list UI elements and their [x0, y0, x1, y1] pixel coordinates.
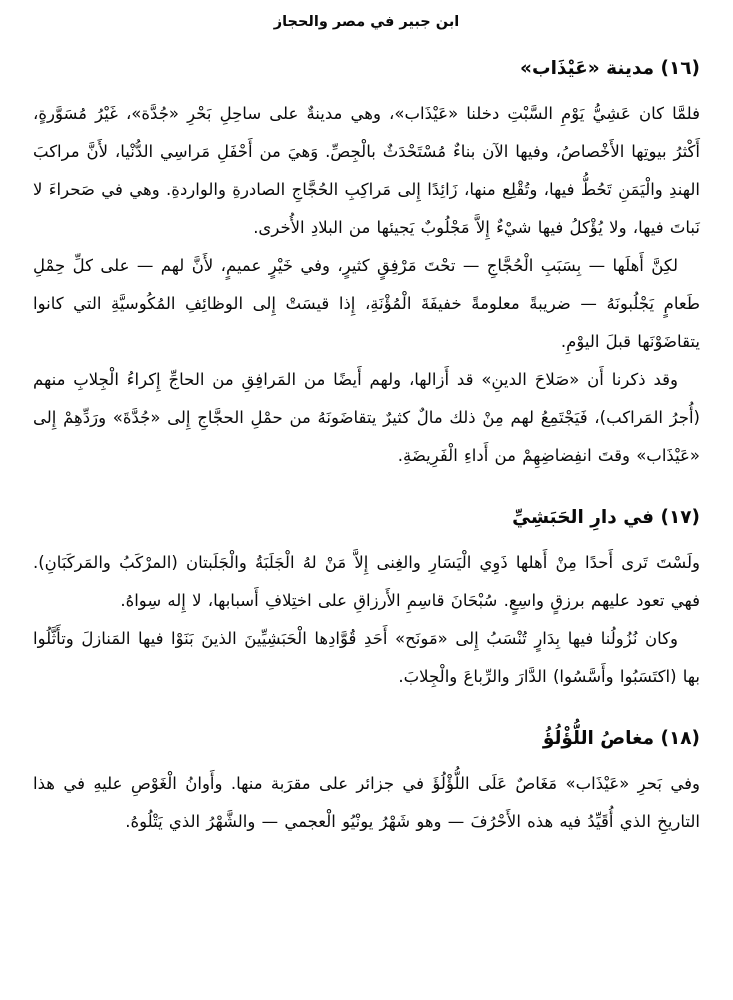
section-16-paragraph-2: لكِنَّ أَهلَها — بِسَبَبِ الْحُجَّاجِ — تحْتَ مَرْفِقٍ كثيرٍ، وفي خَيْرٍ عميمٍ، لأَنَّ لهم — على كلِّ حِمْلِ طَعامٍ يَجْلُبونَهُ — ضريبةً معلومةً خفيفَةَ الْمُؤْنَةِ، إِذا قيسَتْ إِلى الوظائِفِ المُكُوسيَّةِ التي كانوا يتقاضَوْنَها قبلَ اليوْمِ.: [33, 255, 700, 351]
section-18: [33, 726, 700, 841]
section-16-paragraph-3: وقد ذكرنا أَن «صَلاحَ الدينِ» قد أَزالها، ولهم أَيضًا من المَرافِقِ من الحاجِّ إِكراءُ الْجِلابِ منهم (أُجرُ المَراكب)، فَيَجْتَمِعُ لهم مِنْ ذلك مالٌ كثيرٌ يتقاضَونَهُ من حمْلِ الحجَّاجِ إِلى «جُدَّةَ» ورَدِّهِمْ إِلى «عَيْذَاب» وقتَ انفِضاضِهِمْ من أَداءِ الْفَرِيضَةِ.: [33, 369, 700, 465]
running-header: ابن جبير في مصر والحجاز: [273, 14, 460, 30]
section-17: [33, 505, 700, 696]
section-16-heading: (١٦) مدينة «عَيْذَاب»: [520, 58, 700, 79]
section-17-paragraph-2: وكان نُزُولُنا فيها بِدَارٍ تُنْسَبُ إِلى «مَونَح» أَحَدِ قُوَّادِها الْحَبَشِيِّينَ الذينَ بَنَوْا فيها المَنازلَ وتأَثَّلُوا بها (اكتَسَبُوا وأَسَّسُوا) الدَّارَ والرِّباعَ والْجِلابَ.: [33, 628, 700, 686]
section-18-paragraph-1: وفي بَحرِ «عَيْذَاب» مَغَاصٌ عَلَى اللُّؤْلُؤَ في جزائر على مقرَبة منها. وأَوانُ الْغَوْصِ عليهِ في هذا التاريخِ الذي أُقَيِّدُ فيه هذه الأَحْرُفَ — وهو شَهْرُ يونْيُو الْعجمي — والشَّهْرُ الذي يَتْلُوهُ.: [33, 773, 700, 831]
section-18-heading: (١٨) مغاصُ اللُّؤْلُؤُ: [542, 727, 700, 749]
section-16-paragraph-1: فلمَّا كان عَشِيُّ يَوْمِ السَّبْتِ دخلنا «عَيْذَاب»، وهي مدينةٌ على ساحِلِ بَحْرِ «جُدَّة»، غَيْرُ مُسَوَّرةٍ، أَكْثرُ بيوتِها الأَخْصاصُ، وفيها الآن بناءٌ مُسْتَحْدَثٌ بالْجِصِّ. وَهيَ من أَحْفَلِ مَراسِي الدُّنْيا، لأَنَّ مراكبَ الهندِ والْيَمَنِ تَحُطُّ فيها، وتُقْلِع منها، زَائِدًا إِلى مَراكِبِ الحُجَّاجِ الصادرةِ والواردةِ. وهي في صَحراءَ لا نَباتَ فيها، ولا يُؤْكلُ فيها شيْءٌ إِلاَّ مَجْلُوبٌ يَجيئها من البلادِ الأُخرى.: [33, 103, 700, 237]
section-16: [33, 56, 700, 475]
section-17-paragraph-1: ولَسْتَ تَرى أَحدًا مِنْ أَهلها ذَوِي الْيَسَارِ والغِنى إِلاَّ مَنْ لهُ الْجَلَبَةُ والْجَلَبتان (المرْكَبُ والمَركَبَانِ). فهي تعود عليهم برزقٍ واسِعٍ. سُبْحَانَ قاسِمِ الأَرزاقِ على اختِلافِ أَسبابها، لا إِله سِواهُ.: [33, 552, 700, 610]
section-17-heading: (١٧) في دارِ الحَبَشِيِّ: [512, 506, 700, 528]
